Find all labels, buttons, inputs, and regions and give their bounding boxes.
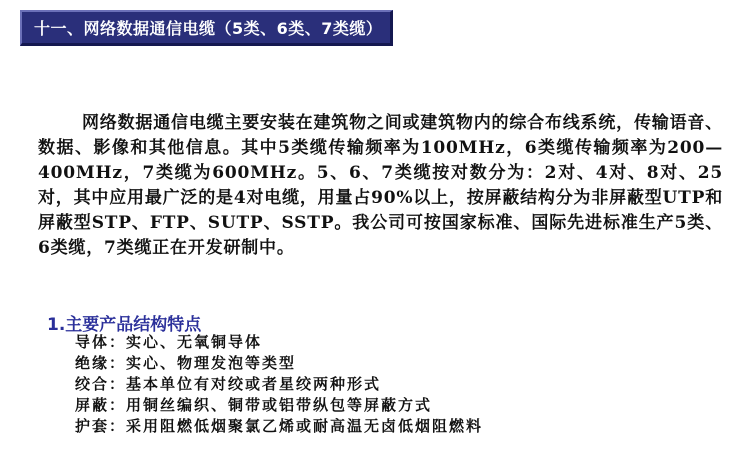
feature-item-insulation: 绝缘：实心、物理发泡等类型 xyxy=(75,354,297,372)
page-title: 十一、网络数据通信电缆（5类、6类、7类缆） xyxy=(34,19,383,38)
feature-item-conductor: 导体：实心、无氧铜导体 xyxy=(75,333,263,351)
feature-item-stranding: 绞合：基本单位有对绞或者星绞两种形式 xyxy=(75,375,382,393)
intro-paragraph: 网络数据通信电缆主要安装在建筑物之间或建筑物内的综合布线系统，传输语音、数据、影像和其他信息。其中5类缆传输频率为100MHz，6类缆传输频率为200—400MHz，7类缆为600MHz。5、6、7类缆按对数分为：2对、4对、8对、25对，其中应用最广泛的是4对电缆，用量占90%以上，按屏蔽结构分为非屏蔽型UTP和屏蔽型STP、FTP、SUTP、SSTP。我公司可按国家标准、国际先进标准生产5类、6类缆，7类缆正在开发研制中。 xyxy=(38,113,723,258)
feature-list xyxy=(75,332,483,437)
section-heading: 1.主要产品结构特点 xyxy=(47,315,202,335)
feature-item-shielding: 屏蔽：用铜丝编织、铜带或铝带纵包等屏蔽方式 xyxy=(75,396,433,414)
title-bar xyxy=(20,10,393,46)
feature-item-sheath: 护套：采用阻燃低烟聚氯乙烯或耐高温无卤低烟阻燃料 xyxy=(75,417,484,435)
